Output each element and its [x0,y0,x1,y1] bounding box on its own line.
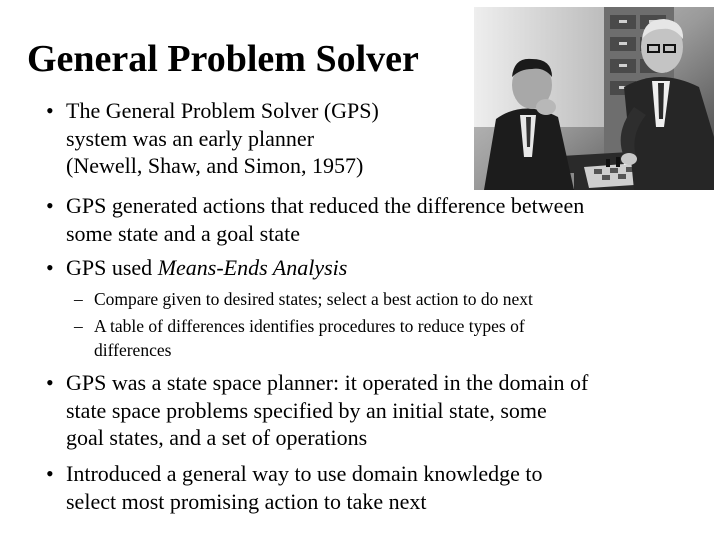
sub-bullet-text-line: Compare given to desired states; select a best action to do next [94,289,533,309]
bullet-text-prefix: GPS used [66,255,158,280]
bullet-text-line [66,254,347,282]
sub-bullet-marker: – [74,316,83,336]
bullet-text-line: some state and a goal state [66,220,300,246]
bullet-text-line: select most promising action to take next [66,488,427,514]
sub-bullet-text-line: A table of differences identifies procedures to reduce types of [94,316,525,336]
bullet-text-line: goal states, and a set of operations [66,425,368,450]
sub-bullet-text-line: differences [94,340,172,360]
bullet-marker: • [46,98,54,123]
bullet-text-line: Introduced a general way to use domain knowledge to [66,461,543,486]
bullet-text-line: (Newell, Shaw, and Simon, 1957) [66,153,364,178]
bullet-marker: • [46,255,54,280]
bullet-text-line: state space problems specified by an initial state, some [66,397,547,423]
chess-players-photo [474,7,714,190]
bullet-text-line: The General Problem Solver (GPS) [66,98,379,123]
bullet-marker: • [46,193,54,218]
slide-title: General Problem Solver [27,38,419,80]
means-ends-analysis-term: Means-Ends Analysis [157,255,348,280]
bullet-text-line: system was an early planner [66,125,315,151]
bullet-text-line: GPS generated actions that reduced the difference between [66,193,585,218]
photo-icon [474,7,714,190]
bullet-marker: • [46,370,54,395]
bullet-text-line: GPS was a state space planner: it operated in the domain of [66,370,589,395]
bullet-marker: • [46,461,54,486]
sub-bullet-marker: – [74,289,83,309]
